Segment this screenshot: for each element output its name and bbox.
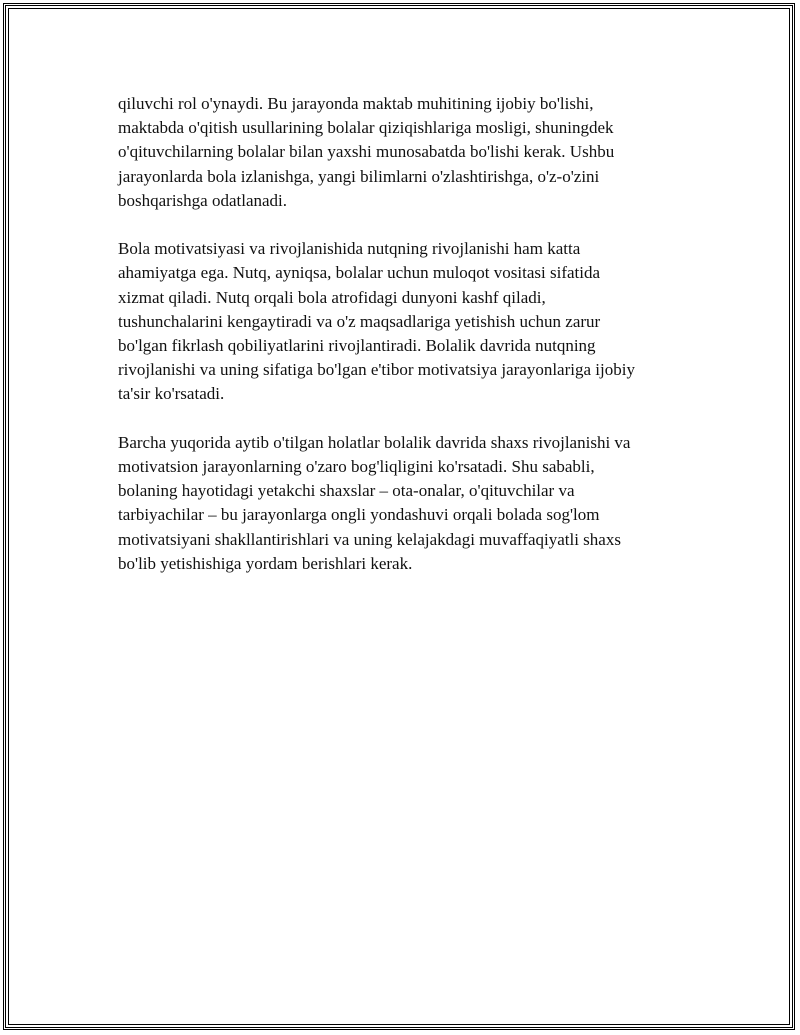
text-line: Barcha yuqorida aytib o'tilgan holatlar bolalik davrida shaxs rivojlanishi va bbox=[118, 432, 631, 452]
text-line: ahamiyatga ega. Nutq, ayniqsa, bolalar uchun muloqot vositasi sifatida bbox=[118, 263, 601, 283]
text-line: o'qituvchilarning bolalar bilan yaxshi munosabatda bo'lishi kerak. Ushbu bbox=[118, 142, 615, 162]
paragraph-2 bbox=[118, 237, 698, 406]
text-line: tarbiyachilar – bu jarayonlarga ongli yondashuvi orqali bolada sog'lom bbox=[118, 505, 600, 525]
text-line: bo'lgan fikrlash qobiliyatlarini rivojlantiradi. Bolalik davrida nutqning bbox=[118, 336, 596, 356]
paragraph-1 bbox=[118, 92, 698, 213]
text-line: tushunchalarini kengaytiradi va o'z maqsadlariga yetishish uchun zarur bbox=[118, 311, 601, 331]
text-line: bolaning hayotidagi yetakchi shaxslar – ota-onalar, o'qituvchilar va bbox=[118, 481, 575, 501]
text-line: motivatsion jarayonlarning o'zaro bog'liqligini ko'rsatadi. Shu sababli, bbox=[118, 457, 595, 477]
document-body bbox=[118, 92, 698, 600]
text-line: ta'sir ko'rsatadi. bbox=[118, 384, 225, 404]
text-line: qiluvchi rol o'ynaydi. Bu jarayonda maktab muhitining ijobiy bo'lishi, bbox=[118, 94, 594, 113]
text-line: Bola motivatsiyasi va rivojlanishida nutqning rivojlanishi ham katta bbox=[118, 239, 581, 259]
text-line: jarayonlarda bola izlanishga, yangi bilimlarni o'zlashtirishga, o'z-o'zini bbox=[118, 166, 600, 186]
text-line: maktabda o'qitish usullarining bolalar qiziqishlariga mosligi, shuningdek bbox=[118, 118, 614, 138]
text-line: xizmat qiladi. Nutq orqali bola atrofidagi dunyoni kashf qiladi, bbox=[118, 287, 546, 307]
text-line: boshqarishga odatlanadi. bbox=[118, 190, 288, 210]
text-line: motivatsiyani shakllantirishlari va uning kelajakdagi muvaffaqiyatli shaxs bbox=[118, 529, 621, 549]
text-line: rivojlanishi va uning sifatiga bo'lgan e'tibor motivatsiya jarayonlariga ijobiy bbox=[118, 360, 635, 380]
text-line: bo'lib yetishishiga yordam berishlari kerak. bbox=[118, 553, 413, 573]
paragraph-3 bbox=[118, 431, 698, 576]
